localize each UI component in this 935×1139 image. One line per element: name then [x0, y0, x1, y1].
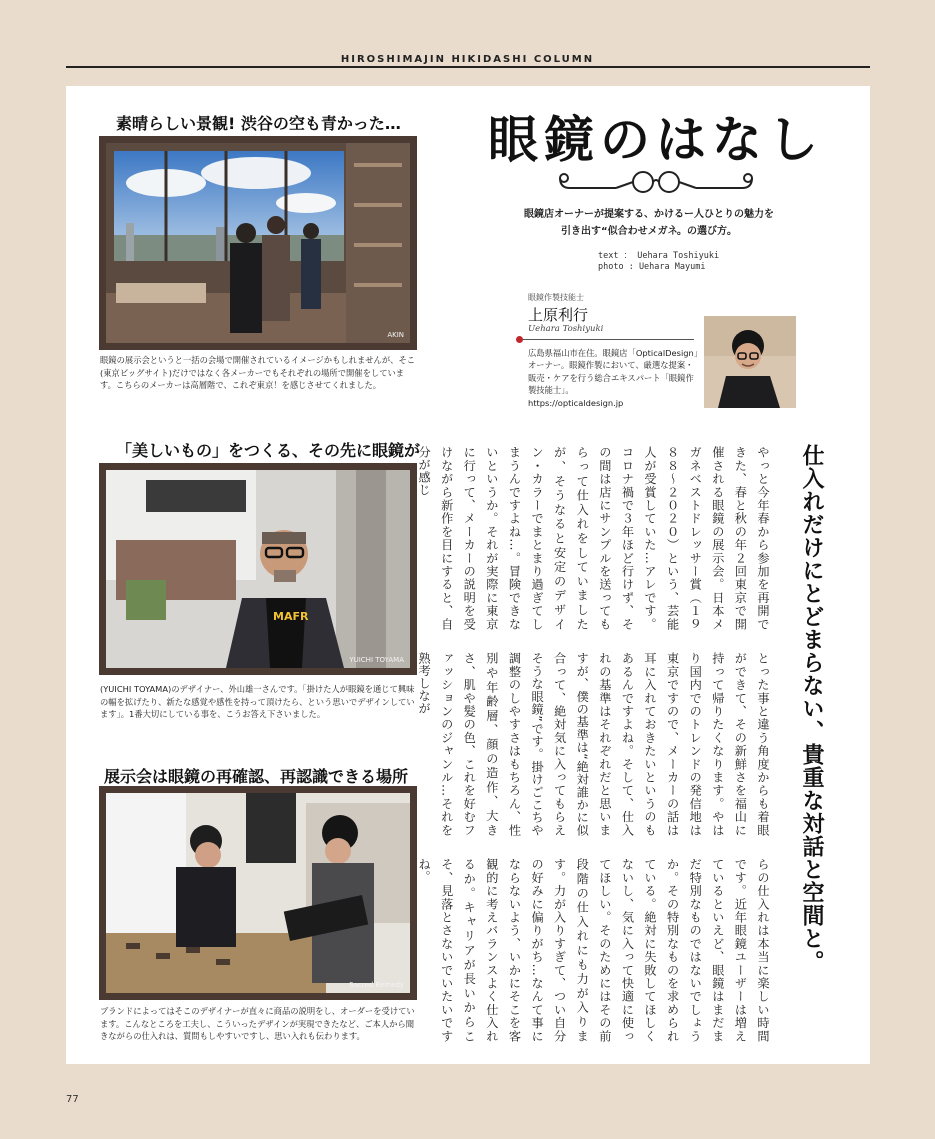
header-rule	[66, 66, 870, 68]
series-header: HIROSHIMAJIN HIKIDASHI COLUMN	[340, 54, 595, 65]
glasses-ornament-icon	[556, 168, 756, 196]
photo-credit-1: AKIN	[387, 331, 404, 339]
designer-portrait-illustration	[106, 470, 410, 668]
order-meeting-illustration	[106, 793, 410, 993]
profile-bio	[528, 347, 698, 409]
page-title: 眼鏡のはなし	[488, 110, 824, 169]
profile-role: 眼鏡作製技能士	[528, 293, 584, 302]
body-column-middle: とった事と違う角度からも着眼ができて、その新鮮さを福山に持って帰りたくなります。やはり国内でのトレンドの発信地は東京ですので、メーカーの話は耳に入れておきたいというのもあるんですよね。そして、仕入れの基準はそれぞれだと思いますが、僕の基準は“絶対誰かに似合って、絶対気に入ってもらえそうな眼鏡”です。掛けごこちや調整のしやすさはもちろん、性別や年齢層、顔の造作、大きさ、肌や髪の色、これを好むファッションのジャンル…それを熟考しなが	[417, 652, 770, 836]
profile-name: 上原利行	[528, 306, 589, 324]
headline: 仕入れだけにとどまらない、貴重な対話と空間と。	[799, 444, 824, 973]
credits	[598, 251, 719, 273]
author-portrait-illustration	[704, 316, 796, 408]
photo-order-meeting	[99, 786, 417, 1000]
profile-divider	[520, 339, 694, 340]
credit-text: text ： Uehara Toshiyuki	[598, 251, 720, 261]
body-column-upper: やっと今年春から参加を再開できた、春と秋の年２回東京で開催される眼鏡の展示会。日本メガネベストドレッサー賞（１９８８〜２０２０）という、芸能人が受賞していた…アレです。コロナ禍で３年ほど行けず、その間は店にサンプルを送ってもらって仕入れをしていましたが、そうなると安定のデザイン・カラーでまとまり過ぎてしまうんですよね…。冒険できないというか。それが実際に東京に行って、メーカーの説明を受けながら新作を目にすると、自分が感じ	[417, 446, 770, 630]
caption-3: ブランドによってはそこのデザイナーが直々に商品の説明をし、オーダーを受けています。こんなところを工夫し、こういったデザインが実現できたなど、ご本人から聞きながらの仕入れは、質問もしやすいですし、思い入れも伝わります。	[100, 1006, 415, 1041]
photo-designer-portrait	[99, 463, 417, 675]
profile-romaji: Uehara Toshiyuki	[528, 324, 604, 334]
exhibition-hall-illustration	[106, 143, 410, 343]
profile-bullet-icon	[516, 336, 523, 343]
section-heading-1: 素晴らしい景観! 渋谷の空も青かった…	[116, 114, 401, 133]
section-heading-2: 「美しいもの」をつくる、その先に眼鏡が	[116, 441, 421, 460]
caption-1: 眼鏡の展示会というと一括の会場で開催されているイメージかもしれませんが、そこ(東京ビッグサイト)だけではなく各メーカーでもそれぞれの場所で開催をしています。こちらのメーカーは高層階で、これぞ東京！を感じさせてくれました。	[100, 355, 416, 390]
photo-exhibition-hall	[99, 136, 417, 350]
credit-photo: photo : Uehara Mayumi	[598, 262, 706, 272]
caption-2: (YUICHI TOYAMA)のデザイナー、外山雄一さんです。「掛けた人が眼鏡を通じて興味の幅を拡げたり、新たな感覚や感性を持って頂けたら、という思いでデザインしています」。1番大切にしている事を、こうお答え下さいました。	[100, 684, 415, 719]
profile-bio-text: 広島県福山市在住。眼鏡店「OpticalDesign」オーナー。眼鏡作製において、厳選な提案・販売・ケアを行う総合エキスパート「眼鏡作製技能士」。	[528, 348, 698, 395]
photo-credit-3: Sacred Remedy	[349, 981, 404, 989]
section-heading-3: 展示会は眼鏡の再確認、再認識できる場所	[104, 767, 409, 786]
page-number: 77	[66, 1094, 79, 1105]
profile-url[interactable]: https://opticaldesign.jp	[528, 398, 624, 409]
svg-text:MAFR: MAFR	[273, 610, 309, 623]
lead-text: 眼鏡店オーナーが提案する、かけるー人ひとりの魅力を引き出す“似合わせメガネ。の選び方。	[524, 209, 774, 237]
photo-credit-2: YUICHI TOYAMA	[349, 656, 404, 664]
body-column-lower: らの仕入れは本当に楽しい時間です。近年眼鏡ユーザーは増えているといえど、眼鏡はまだまだ特別なものではないでしょうか。その特別なものを求められている。絶対に失敗してほしくないし、気に入って快適に使ってほしい。そのためにはその前段階の仕入れにも力が入ります。力が入りすぎて、つい自分の好みに偏りがち…なんて事にならないよう、いかにそこを客観的に考えバランスよく仕入れるか。キャリアが長いからこそ、見落とさないでいたいですね。	[417, 858, 770, 1042]
author-portrait	[704, 316, 796, 408]
